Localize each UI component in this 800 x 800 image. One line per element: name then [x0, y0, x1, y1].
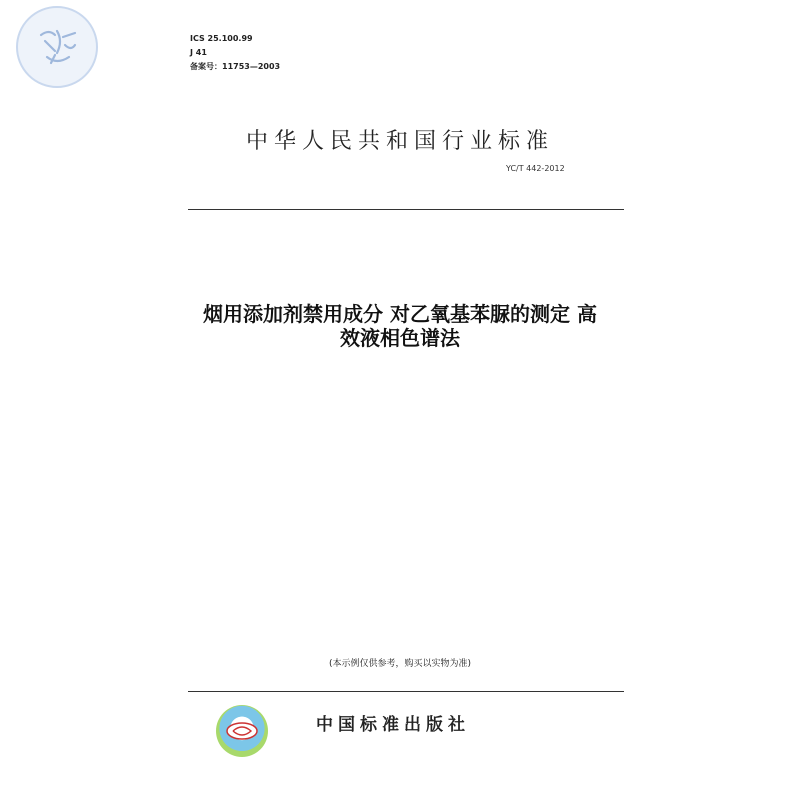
class-code: J 41 — [190, 48, 207, 57]
disclaimer-note: (本示例仅供参考，购买以实物为准) — [328, 659, 472, 669]
bottom-divider — [188, 691, 624, 692]
document-title-line-1: 烟用添加剂禁用成分 对乙氧基苯脲的测定 高 — [203, 302, 597, 326]
document-title-line-2: 效液相色谱法 — [340, 326, 460, 350]
document-title — [150, 302, 650, 350]
publisher-name: 中国标准出版社 — [316, 715, 470, 735]
record-number: 备案号：11753—2003 — [190, 62, 281, 71]
top-divider — [188, 209, 624, 210]
seal-icon — [16, 6, 98, 88]
standard-type-title: 中华人民共和国行业标准 — [245, 129, 554, 154]
ics-code: ICS 25.100.99 — [190, 34, 253, 43]
header-meta — [190, 32, 280, 74]
publisher-logo-icon — [216, 705, 268, 757]
standard-code: YC/T 442-2012 — [506, 164, 565, 173]
